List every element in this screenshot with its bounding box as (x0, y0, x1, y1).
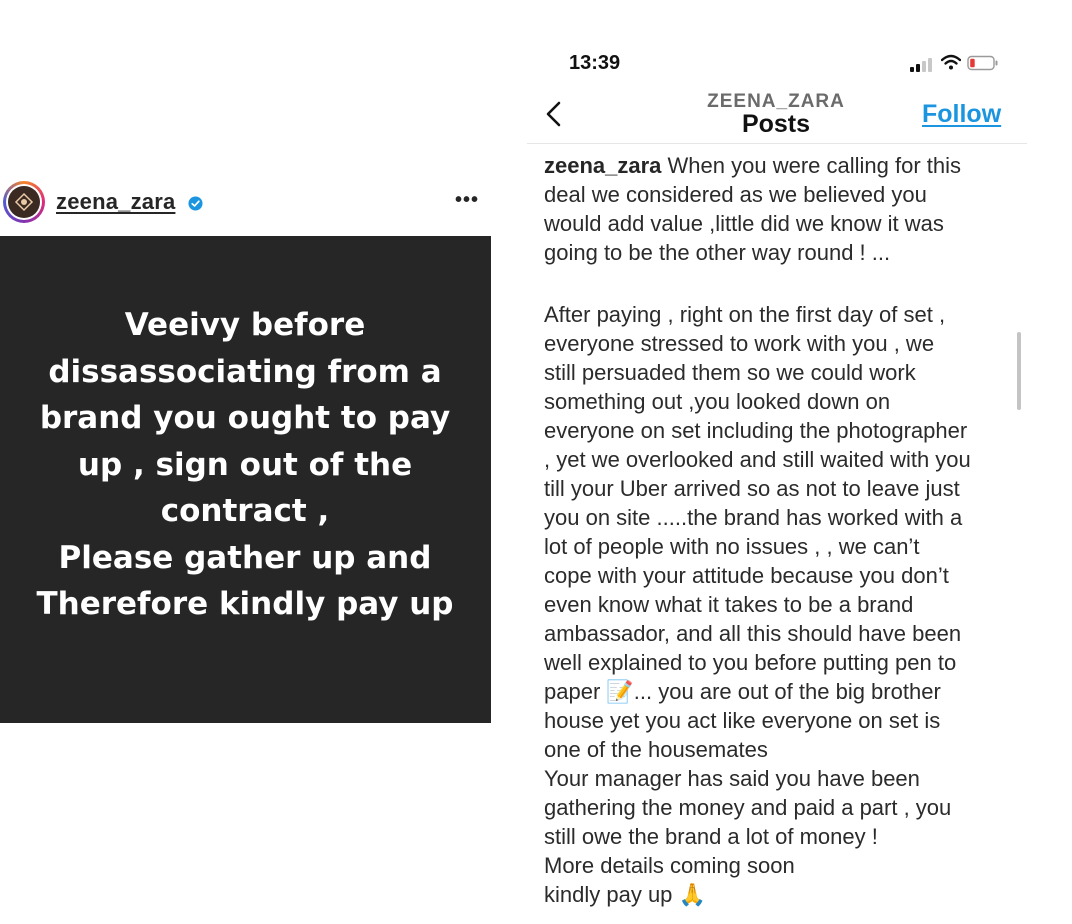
scrollbar[interactable] (1017, 332, 1021, 410)
caption-line: going to be the other way round ! ... (544, 240, 891, 265)
paragraph-break (544, 267, 1014, 300)
chevron-left-icon[interactable] (543, 100, 565, 128)
story-line: up , sign out of the (77, 446, 413, 483)
caption-line: something out ,you looked down on (544, 389, 891, 414)
story-text (10, 302, 480, 628)
caption-line: everyone on set including the photographer (544, 418, 968, 443)
avatar[interactable] (3, 181, 45, 223)
story-line: brand you ought to pay (39, 400, 451, 436)
caption-line: house yet you act like everyone on set is (544, 708, 941, 733)
battery-icon (967, 55, 999, 71)
caption-line: would add value ,little did we know it was (544, 211, 944, 236)
caption-line: one of the housemates (544, 737, 768, 762)
signal-icon (910, 58, 934, 72)
caption-line: deal we considered as we believed you (544, 182, 927, 207)
caption-line: paper 📝... you are out of the big brother (544, 679, 941, 705)
caption-line: till your Uber arrived so as not to leave just (544, 476, 960, 501)
caption-line: gathering the money and paid a part , you (544, 795, 952, 820)
caption-line: zeena_zara When you were calling for this (544, 153, 961, 178)
memo-icon: 📝 (606, 680, 634, 705)
caption-line: even know what it takes to be a brand (544, 592, 914, 617)
page-title: Posts (741, 110, 811, 138)
nav-username: ZEENA_ZARA (707, 91, 845, 112)
caption-line: cope with your attitude because you don’t (544, 563, 949, 588)
story-line: Veeivy before (124, 307, 366, 343)
story-card (0, 236, 491, 723)
wifi-icon (941, 54, 961, 70)
caption-line: still persuaded them so we could work (544, 360, 916, 385)
status-time: 13:39 (569, 52, 621, 74)
more-icon[interactable]: ••• (455, 189, 480, 211)
header-divider (527, 143, 1027, 144)
caption-line: After paying , right on the first day of set , (544, 302, 946, 327)
story-header (0, 178, 490, 230)
caption-username[interactable]: zeena_zara (544, 153, 662, 178)
verified-badge-icon (188, 196, 203, 211)
caption-line: still owe the brand a lot of money ! (544, 824, 878, 849)
story-line: Please gather up and (58, 539, 432, 576)
caption-line: , yet we overlooked and still waited with you (544, 447, 971, 472)
caption-line: lot of people with no issues , , we can’t (544, 534, 920, 559)
caption-line: More details coming soon (544, 853, 795, 878)
post-caption (544, 151, 1014, 909)
story-line: Therefore kindly pay up (36, 586, 454, 622)
caption-line: Your manager has said you have been (544, 766, 920, 791)
caption-line: ambassador, and all this should have been (544, 621, 962, 646)
caption-line: kindly pay up 🙏 (544, 882, 706, 908)
story-line: contract , (160, 493, 330, 529)
praying-hands-icon: 🙏 (678, 883, 706, 908)
caption-line: everyone stressed to work with you , we (544, 331, 935, 356)
story-line: dissassociating from a (48, 353, 442, 390)
caption-line: well explained to you before putting pen to (544, 650, 957, 675)
caption-line: you on site .....the brand has worked with a (544, 505, 963, 530)
follow-button[interactable]: Follow (922, 100, 1002, 128)
story-username[interactable]: zeena_zara (56, 189, 176, 214)
brand-logo-icon (8, 186, 40, 218)
